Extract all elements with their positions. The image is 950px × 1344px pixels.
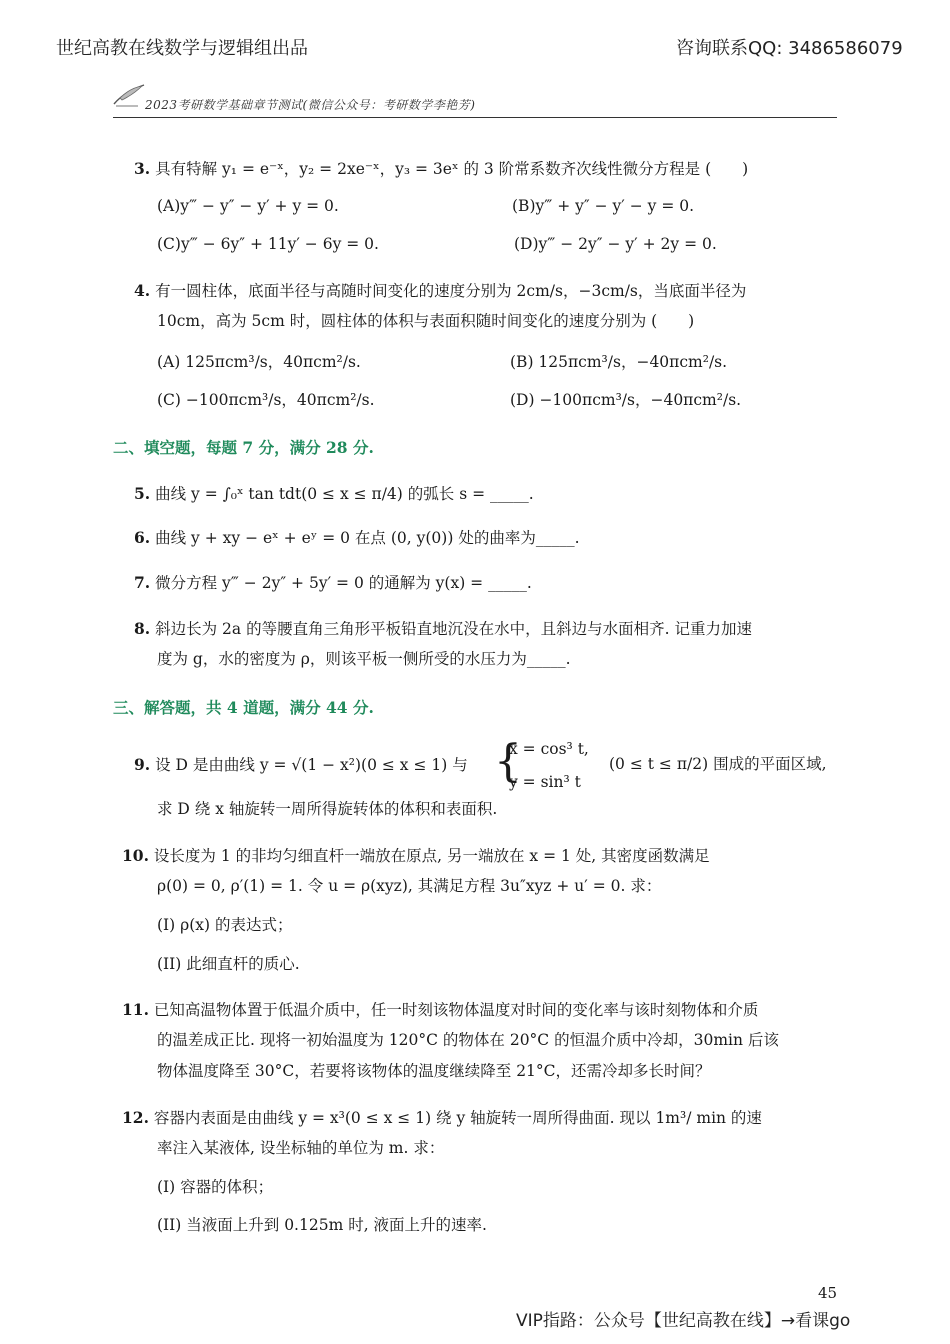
option-d: (D)y‴ − 2y″ − y′ + 2y = 0. — [514, 235, 717, 253]
question-7 — [134, 567, 532, 599]
question-text-line2: 10cm，高为 5cm 时，圆柱体的体积与表面积随时间变化的速度分别为 ( ) — [157, 312, 695, 330]
question-10 — [122, 840, 710, 872]
option-b: (B)y‴ + y″ − y′ − y = 0. — [512, 197, 695, 215]
question-text-line2: 率注入某液体, 设坐标轴的单位为 m. 求： — [157, 1139, 445, 1157]
question-text: 具有特解 y₁ = e⁻ˣ，y₂ = 2xe⁻ˣ，y₃ = 3eˣ 的 3 阶常系数齐次线性微分方程是 ( ) — [155, 160, 749, 178]
question-text-line2: ρ(0) = 0, ρ′(1) = 1. 令 u = ρ(xyz), 其满足方程 3u″xyz + u′ = 0. 求： — [157, 877, 662, 895]
sub-question-ii: (II) 当液面上升到 0.125m 时, 液面上升的速率. — [157, 1216, 487, 1234]
question-text: 微分方程 y‴ − 2y″ + 5y′ = 0 的通解为 y(x) = _____. — [155, 574, 532, 592]
header-subtitle: 2023考研数学基础章节测试(微信公众号：考研数学李艳芳) — [145, 98, 476, 112]
question-text: 曲线 y + xy − eˣ + eʸ = 0 在点 (0, y(0)) 处的曲率为_____. — [155, 529, 580, 547]
option-c: (C) −100πcm³/s，40πcm²/s. — [157, 391, 375, 409]
question-4 — [134, 275, 746, 307]
question-number: 12. — [122, 1108, 149, 1127]
question-text-line2: 度为 g，水的密度为 ρ，则该平板一侧所受的水压力为_____. — [157, 650, 571, 668]
option-d: (D) −100πcm³/s，−40πcm²/s. — [510, 391, 742, 409]
header-left: 世纪高教在线数学与逻辑组出品 — [56, 38, 308, 59]
question-text: 设 D 是由曲线 y = √(1 − x²)(0 ≤ x ≤ 1) 与 — [155, 756, 468, 774]
question-text-line2: 求 D 绕 x 轴旋转一周所得旋转体的体积和表面积. — [157, 800, 498, 818]
section-heading-fill: 二、填空题，每题 7 分，满分 28 分. — [113, 438, 374, 457]
option-c: (C)y‴ − 6y″ + 11y′ − 6y = 0. — [157, 235, 379, 253]
question-number: 9. — [134, 755, 151, 774]
header-divider — [113, 117, 837, 118]
question-number: 11. — [122, 1000, 149, 1019]
question-text: 斜边长为 2a 的等腰直角三角形平板铅直地沉没在水中，且斜边与水面相齐. 记重力加速 — [155, 620, 752, 638]
option-a: (A)y‴ − y″ − y′ + y = 0. — [157, 197, 339, 215]
question-number: 6. — [134, 528, 151, 547]
question-3 — [134, 153, 748, 185]
option-b: (B) 125πcm³/s，−40πcm²/s. — [510, 353, 728, 371]
question-number: 7. — [134, 573, 151, 592]
question-text-line3: 物体温度降至 30°C，若要将该物体的温度继续降至 21°C，还需冷却多长时间？ — [157, 1062, 711, 1080]
sub-question-ii: (II) 此细直杆的质心. — [157, 955, 300, 973]
question-number: 10. — [122, 846, 149, 865]
sub-question-i: (I) ρ(x) 的表达式； — [157, 916, 293, 934]
sub-question-i: (I) 容器的体积； — [157, 1178, 274, 1196]
question-5 — [134, 478, 534, 510]
question-11 — [122, 994, 758, 1026]
question-text-tail: (0 ≤ t ≤ π/2) 围成的平面区域, — [609, 755, 827, 773]
case-y: y = sin³ t — [509, 773, 581, 791]
question-text: 已知高温物体置于低温介质中，任一时刻该物体温度对时间的变化率与该时刻物体和介质 — [153, 1001, 759, 1019]
footer-text: VIP指路：公众号【世纪高教在线】→看课go — [516, 1311, 851, 1331]
quill-logo-icon — [112, 82, 146, 108]
option-a: (A) 125πcm³/s，40πcm²/s. — [157, 353, 361, 371]
question-text: 曲线 y = ∫₀ˣ tan tdt(0 ≤ x ≤ π/4) 的弧长 s = _____. — [155, 485, 534, 503]
section-heading-answer: 三、解答题，共 4 道题，满分 44 分. — [113, 698, 374, 717]
question-text: 设长度为 1 的非均匀细直杆一端放在原点, 另一端放在 x = 1 处, 其密度函数满足 — [153, 847, 710, 865]
question-12 — [122, 1102, 762, 1134]
question-text: 有一圆柱体，底面半径与高随时间变化的速度分别为 2cm/s，−3cm/s，当底面半径为 — [155, 282, 747, 300]
question-6 — [134, 522, 580, 554]
cases-brace: { — [494, 736, 522, 787]
question-9 — [134, 749, 468, 781]
question-number: 3. — [134, 159, 151, 178]
question-8 — [134, 613, 752, 645]
question-text-line2: 的温差成正比. 现将一初始温度为 120°C 的物体在 20°C 的恒温介质中冷却，30min 后该 — [157, 1031, 779, 1049]
question-number: 8. — [134, 619, 151, 638]
header-right: 咨询联系QQ: 3486586079 — [676, 38, 903, 59]
page-number: 45 — [818, 1284, 838, 1302]
case-x: x = cos³ t, — [509, 740, 589, 758]
question-text: 容器内表面是由曲线 y = x³(0 ≤ x ≤ 1) 绕 y 轴旋转一周所得曲面. 现以 1m³/ min 的速 — [153, 1109, 762, 1127]
question-number: 5. — [134, 484, 151, 503]
question-number: 4. — [134, 281, 151, 300]
